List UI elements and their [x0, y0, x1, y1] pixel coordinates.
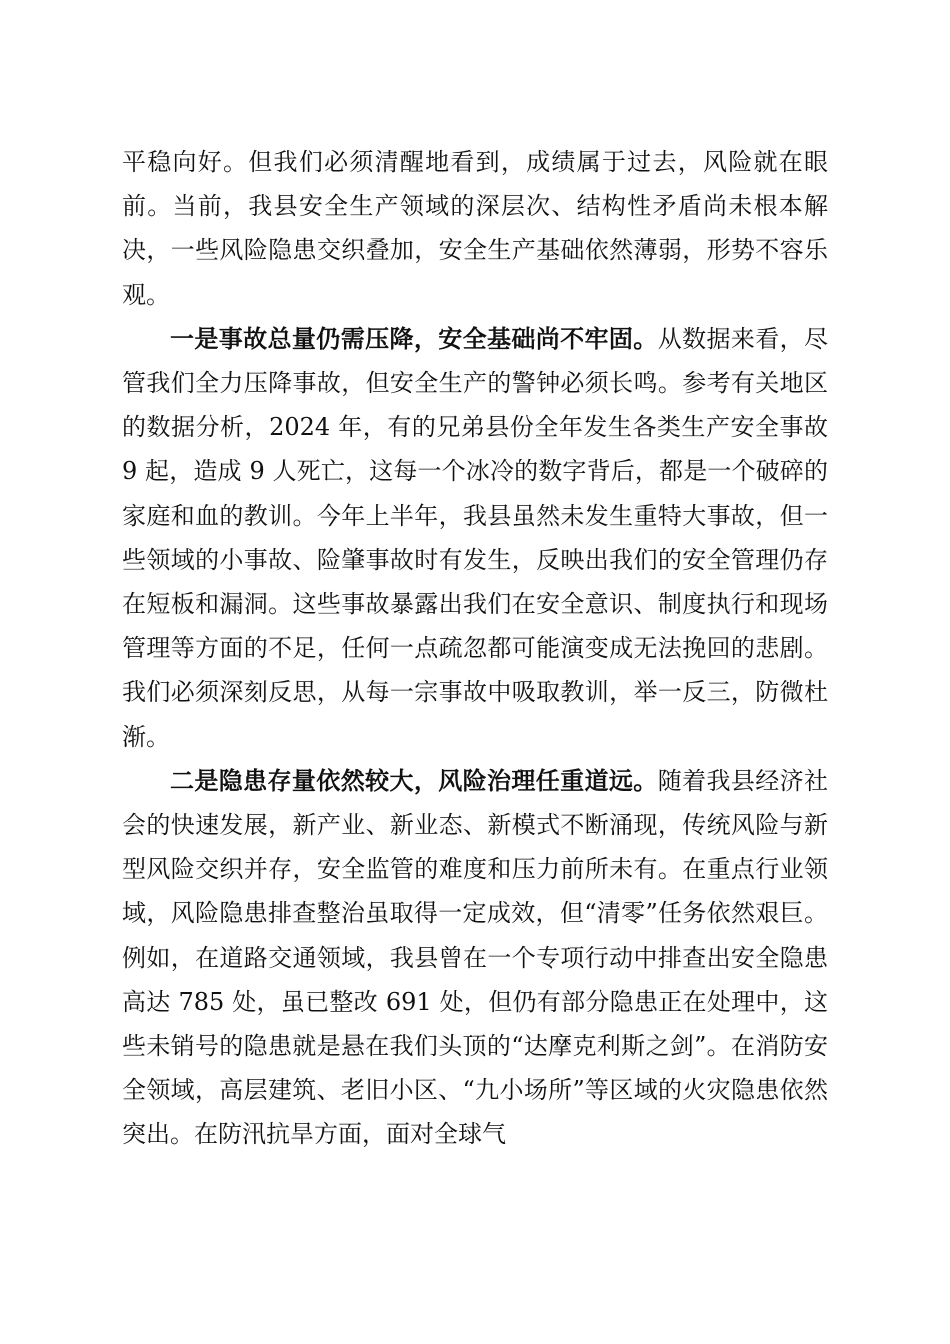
paragraph-lead-heading: 一是事故总量仍需压降，安全基础尚不牢固。: [170, 323, 658, 353]
paragraph-lead-heading: 二是隐患存量依然较大，风险治理任重道远。: [170, 765, 658, 795]
paragraph-hazard-stock: [122, 759, 828, 1157]
paragraph-text: 从数据来看，尽管我们全力压降事故，但安全生产的警钟必须长鸣。参考有关地区的数据分析，2024 年，有的兄弟县份全年发生各类生产安全事故 9 起，造成 9 人死亡，这每一个冰冷的数字背后，都是一个破碎的家庭和血的教训。今年上半年，我县虽然未发生重特大事故，但一些领域的小事故、险肇事故时有发生，反映出我们的安全管理仍存在短板和漏洞。这些事故暴露出我们在安全意识、制度执行和现场管理等方面的不足，任何一点疏忽都可能演变成无法挽回的悲剧。我们必须深刻反思，从每一宗事故中吸取教训，举一反三，防微杜渐。: [122, 324, 829, 751]
paragraph-text: 平稳向好。但我们必须清醒地看到，成绩属于过去，风险就在眼前。当前，我县安全生产领域的深层次、结构性矛盾尚未根本解决，一些风险隐患交织叠加，安全生产基础依然薄弱，形势不容乐观。: [122, 148, 828, 309]
paragraph-text: 随着我县经济社会的快速发展，新产业、新业态、新模式不断涌现，传统风险与新型风险交织并存，安全监管的难度和压力前所未有。在重点行业领域，风险隐患排查整治虽取得一定成效，但“清零”任务依然艰巨。例如，在道路交通领域，我县曾在一个专项行动中排查出安全隐患高达 785 处，虽已整改 691 处，但仍有部分隐患正在处理中，这些未销号的隐患就是悬在我们头顶的“达摩克利斯之剑”。在消防安全领域，高层建筑、老旧小区、“九小场所”等区域的火灾隐患依然突出。在防汛抗旱方面，面对全球气: [122, 766, 829, 1149]
document-body: [122, 140, 828, 1157]
paragraph-accident-total: [122, 317, 828, 759]
paragraph-continuation: [122, 140, 828, 317]
